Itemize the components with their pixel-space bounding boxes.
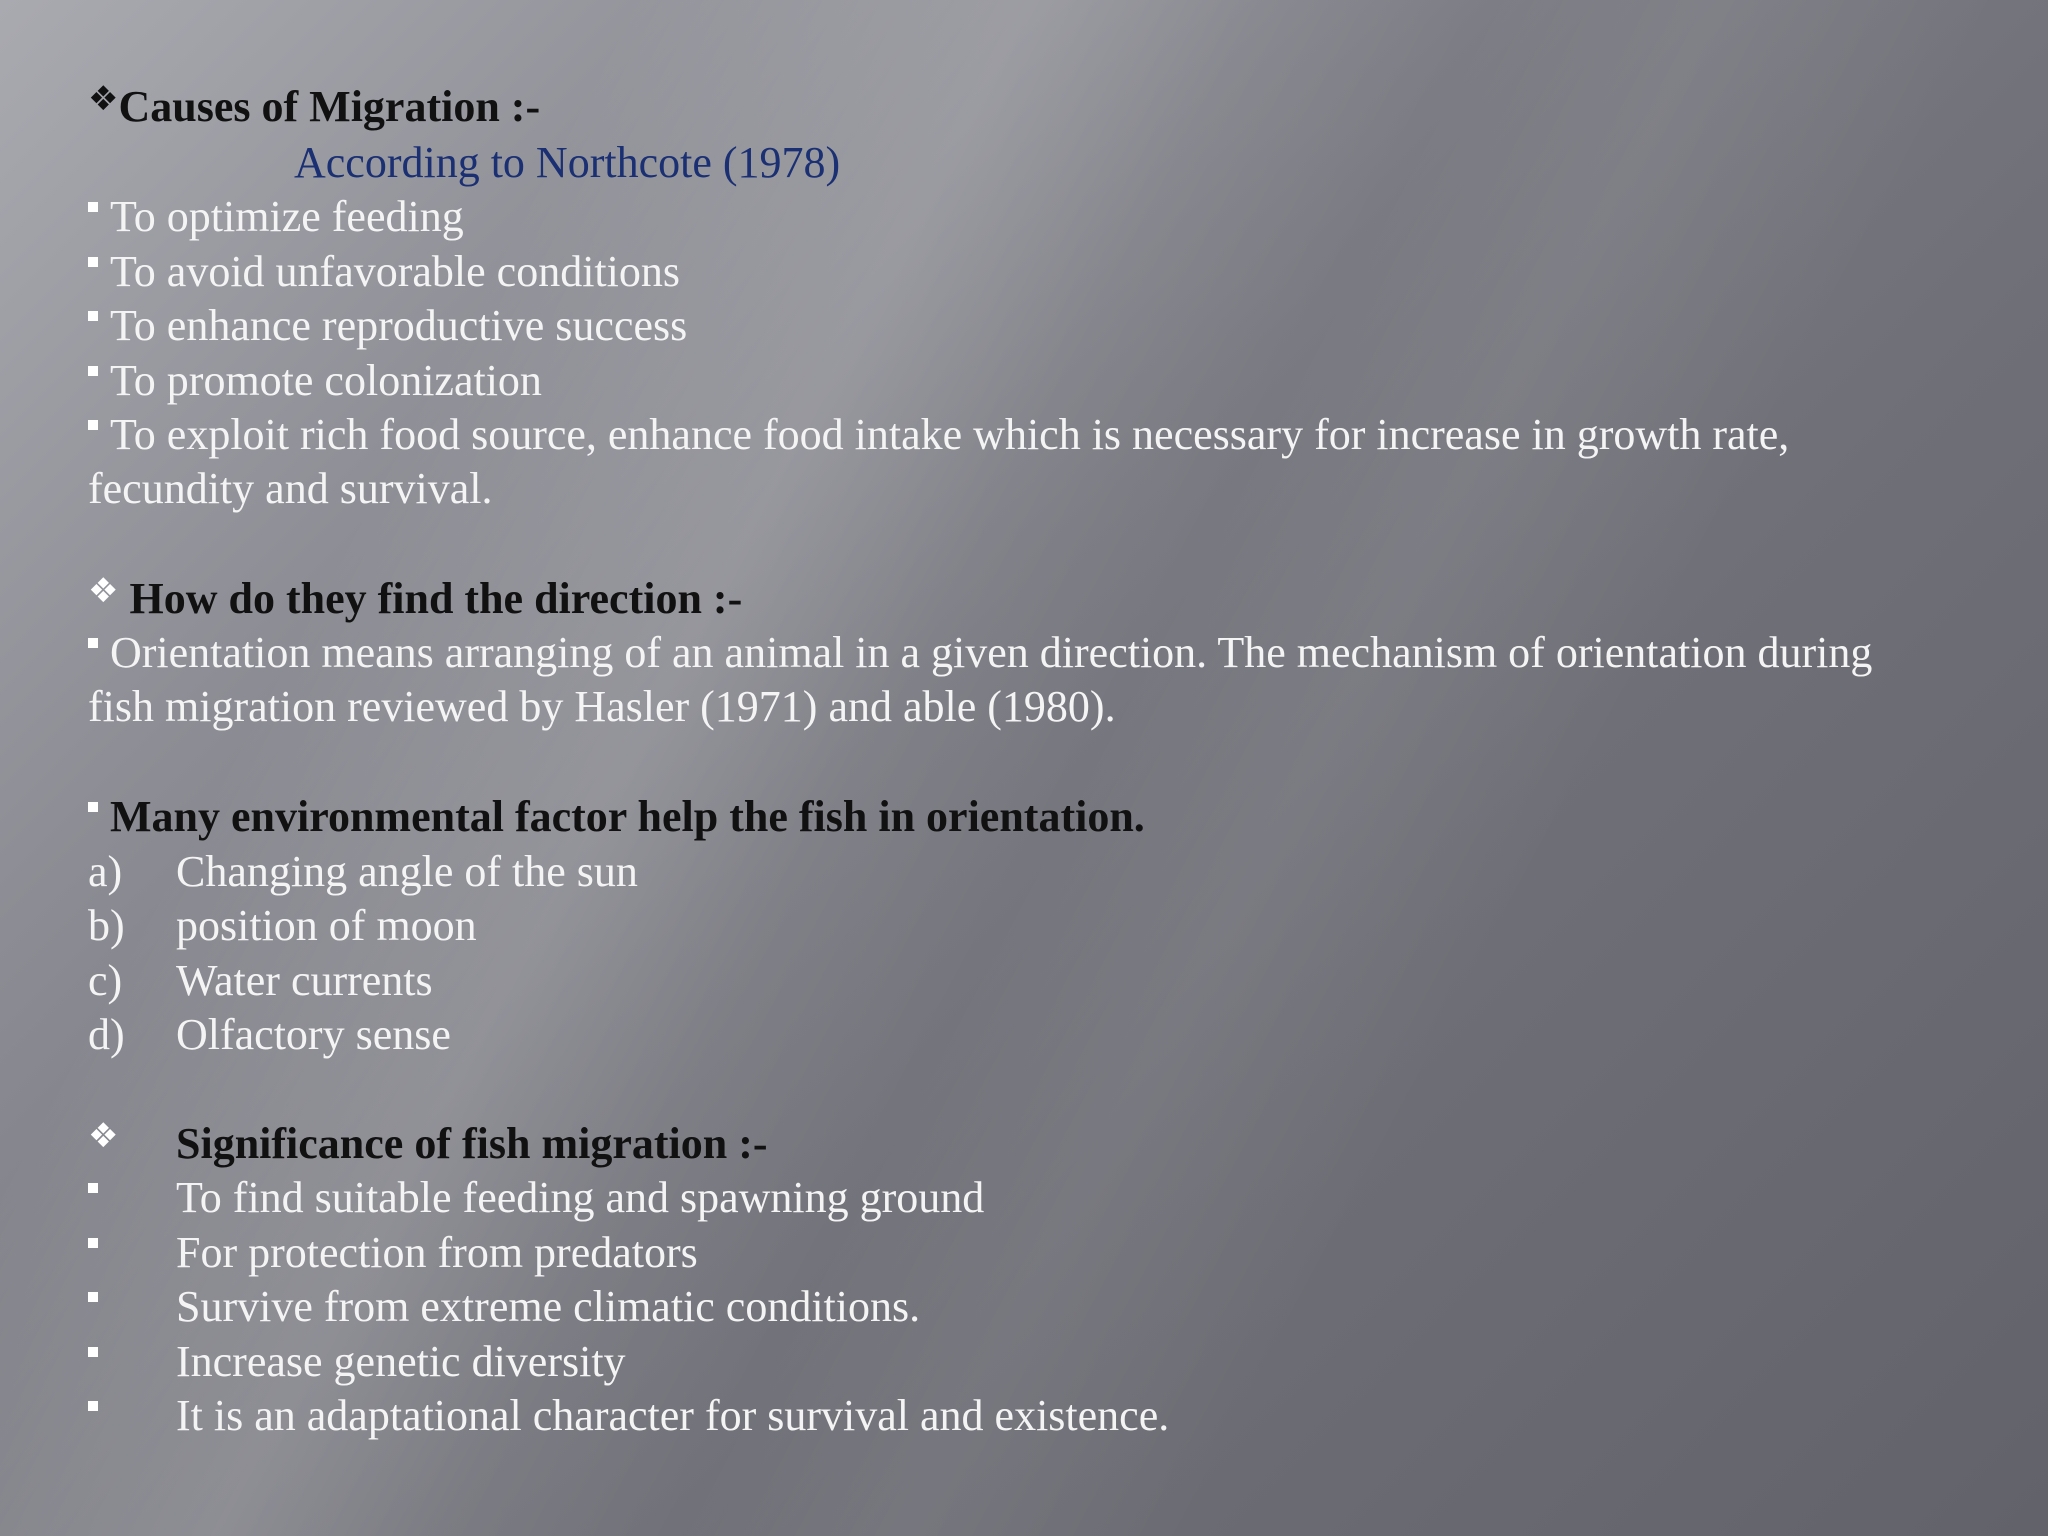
causes-item-text: To optimize feeding — [110, 192, 464, 241]
factor-item — [88, 954, 433, 1008]
square-bullet-icon — [88, 638, 98, 648]
factors-heading: Many environmental factor help the fish in orientation. — [110, 792, 1145, 841]
square-bullet-icon — [88, 1292, 98, 1302]
causes-item-text: To enhance reproductive success — [110, 301, 688, 350]
four-diamond-bullet-icon: ❖ — [88, 79, 119, 119]
square-bullet-icon — [88, 202, 98, 212]
factor-text: Water currents — [176, 956, 433, 1005]
square-bullet-icon — [88, 1238, 98, 1248]
direction-paragraph-text: Orientation means arranging of an animal in a given direction. The mechanism of orientation during fish migration reviewed by Hasler (1971) and able (1980). — [88, 628, 1873, 731]
square-bullet-icon — [88, 1347, 98, 1357]
significance-heading-row — [88, 1117, 768, 1171]
causes-item — [88, 354, 542, 408]
square-bullet-icon — [88, 257, 98, 267]
square-bullet-icon — [88, 366, 98, 376]
causes-item — [88, 299, 687, 353]
factor-text: position of moon — [176, 901, 477, 950]
factor-marker: c) — [88, 956, 123, 1005]
direction-paragraph — [88, 626, 1948, 734]
causes-item — [88, 190, 464, 244]
direction-heading: How do they find the direction :- — [129, 574, 743, 623]
causes-item-text: To promote colonization — [110, 356, 542, 405]
significance-item — [88, 1226, 698, 1280]
causes-subheading: According to Northcote (1978) — [294, 138, 841, 187]
square-bullet-icon — [88, 1401, 98, 1411]
factor-text: Changing angle of the sun — [176, 847, 638, 896]
significance-item-text: For protection from predators — [176, 1228, 698, 1277]
factor-marker: b) — [88, 901, 125, 950]
causes-item — [88, 408, 1948, 516]
significance-item — [88, 1335, 626, 1389]
significance-item — [88, 1389, 1169, 1443]
square-bullet-icon — [88, 420, 98, 430]
factor-text: Olfactory sense — [176, 1010, 451, 1059]
significance-item-text: Increase genetic diversity — [176, 1337, 626, 1386]
square-bullet-icon — [88, 1183, 98, 1193]
factor-marker: d) — [88, 1010, 125, 1059]
factor-item — [88, 845, 638, 899]
four-diamond-bullet-icon: ❖ — [88, 1116, 119, 1156]
factor-item — [88, 1008, 451, 1062]
square-bullet-icon — [88, 311, 98, 321]
square-bullet-icon — [88, 802, 98, 812]
causes-item — [88, 245, 680, 299]
direction-heading-row — [88, 572, 742, 626]
significance-item — [88, 1171, 984, 1225]
factor-item — [88, 899, 477, 953]
four-diamond-bullet-icon: ❖ — [88, 571, 119, 611]
significance-item — [88, 1280, 920, 1334]
causes-heading-row — [88, 80, 540, 134]
significance-heading: Significance of fish migration :- — [176, 1119, 768, 1168]
causes-item-text: To avoid unfavorable conditions — [110, 247, 681, 296]
factors-heading-row — [88, 790, 1145, 844]
causes-item-text: To exploit rich food source, enhance food intake which is necessary for increase in growth rate, fecundity and survival. — [88, 410, 1790, 513]
significance-item-text: Survive from extreme climatic conditions. — [176, 1282, 921, 1331]
significance-item-text: To find suitable feeding and spawning ground — [176, 1173, 985, 1222]
factor-marker: a) — [88, 847, 123, 896]
causes-heading: Causes of Migration :- — [118, 82, 541, 131]
significance-item-text: It is an adaptational character for survival and existence. — [176, 1391, 1170, 1440]
